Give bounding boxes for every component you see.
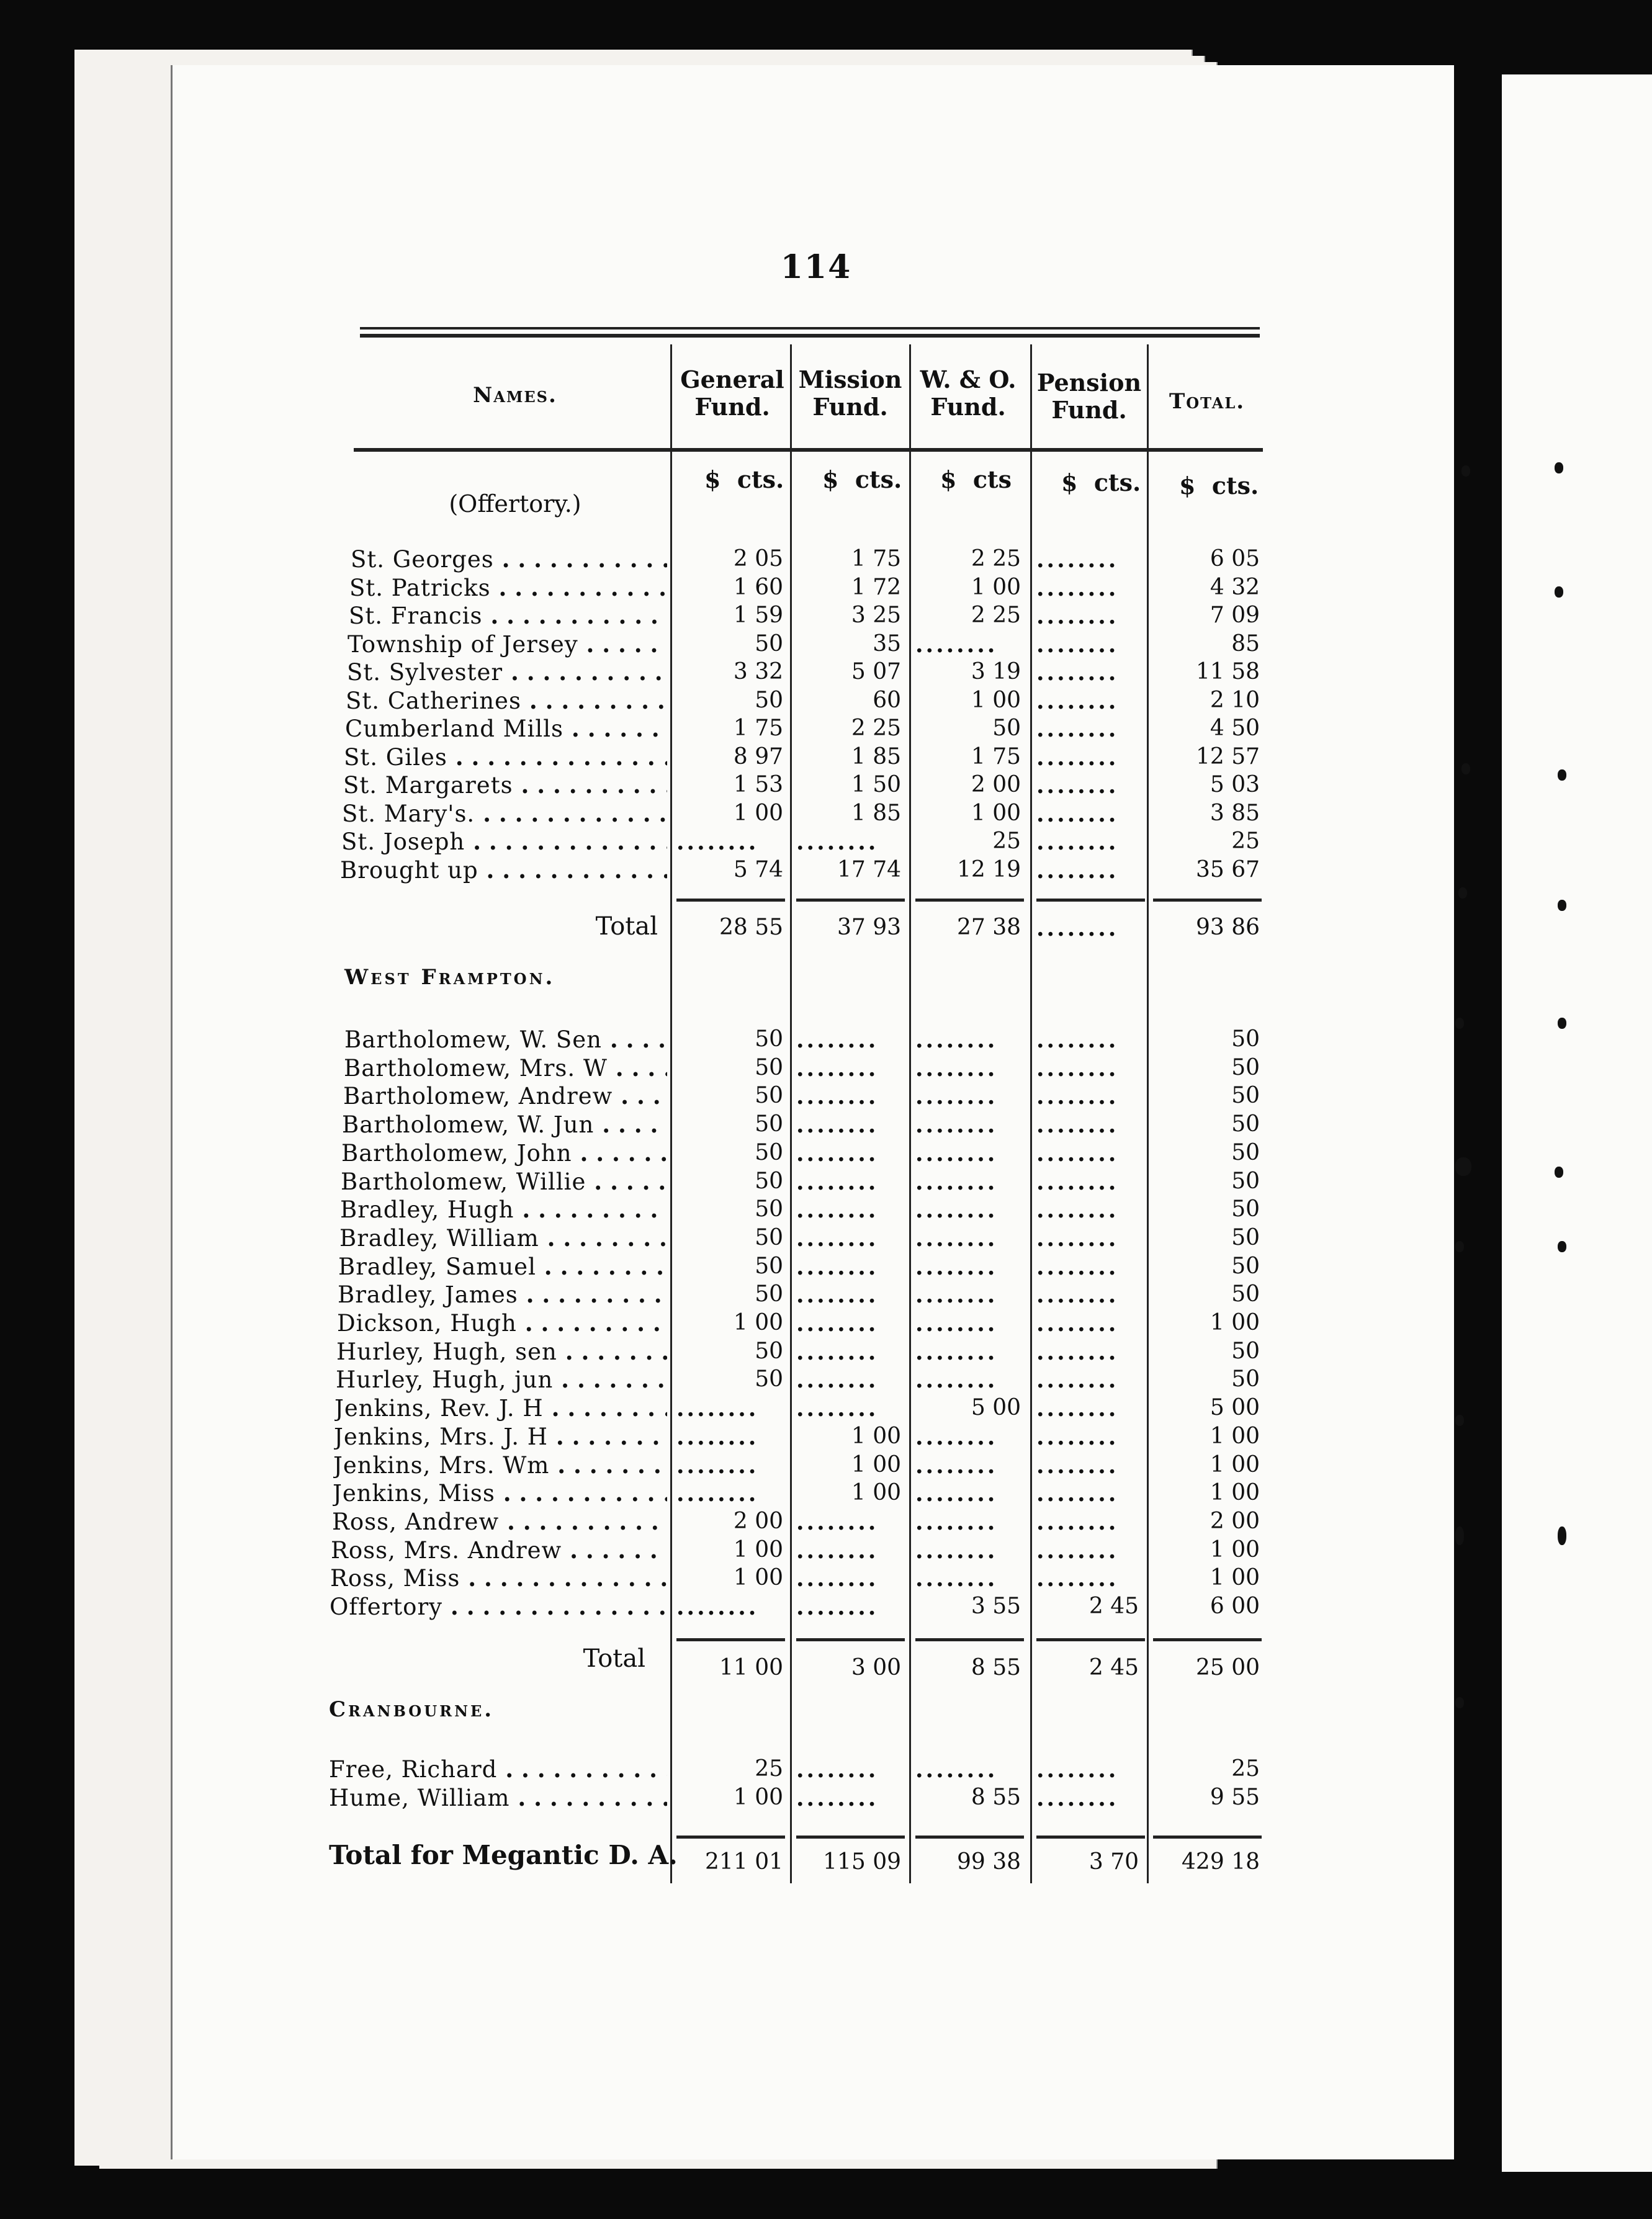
row-name: Jenkins, Rev. J. H . . . [334,1394,667,1423]
row-name: Ross, Miss . . . [330,1564,667,1593]
general-amount: 50 [755,1054,783,1080]
total-header: Total. [1169,389,1246,414]
row-name: St. Joseph . . . [341,827,667,856]
general-amount: 50 [755,1196,783,1222]
wo-amount: 50 [992,715,1021,741]
dot-leader: ........ [796,830,879,854]
wo-fund-header [909,366,1027,421]
dot-leader: ........ [676,1595,759,1620]
row-name: Hurley, Hugh, sen . . . [336,1337,667,1366]
margin-mark [1455,1697,1464,1708]
dot-leader: ........ [1036,1424,1119,1450]
total-amount: 2 10 [1210,687,1260,713]
general-amount: 3 32 [733,659,783,684]
total-amount: 50 [1231,1253,1260,1279]
total-amount: 1 00 [1210,1480,1260,1506]
mission-amount: 1 00 [851,1480,901,1506]
total-amount: 1 00 [1210,1310,1260,1335]
row-name: Bradley, Hugh . . . [340,1195,667,1224]
header-line: Pension [1036,369,1142,397]
total-amount: 50 [1231,1083,1260,1109]
margin-mark [1461,763,1470,774]
mission-fund-header [791,366,909,421]
general-amount: 2 05 [733,546,783,572]
dot-leader: ........ [796,1084,879,1110]
dot-leader: ........ [1036,575,1119,601]
sum-rule [1036,1638,1145,1641]
total-amount: 6 00 [1210,1594,1260,1619]
dot-leader: ........ [1036,1786,1119,1811]
row-name: St. Giles . . . [344,743,667,772]
dot-leader: ........ [915,1368,998,1393]
dot-leader: ........ [1036,1226,1119,1251]
row-name: Bradley, William . . . [339,1224,667,1253]
general-amount: 1 00 [733,1565,783,1591]
row-name: Bartholomew, W. Sen . . . [344,1025,667,1054]
wo-amount: 1 00 [971,574,1021,600]
wo-amount: 8 55 [971,1655,1021,1680]
dot-leader: ........ [1036,1084,1119,1110]
margin-mark [1455,1415,1464,1426]
dot-leader: ........ [1036,801,1119,827]
margin-mark [1555,1167,1563,1178]
row-name: Jenkins, Mrs. J. H . . . [334,1422,667,1451]
dot-leader: ........ [1036,1566,1119,1592]
general-amount: 8 97 [733,743,783,769]
total-amount: 50 [1231,1111,1260,1137]
wo-amount: 2 25 [971,546,1021,572]
dot-leader: ........ [1036,1113,1119,1138]
total-amount: 50 [1231,1026,1260,1052]
dot-leader: ........ [915,1566,998,1592]
general-amount: 50 [755,1338,783,1364]
margin-mark [1558,1241,1566,1252]
sum-rule [796,1638,905,1641]
dot-leader: ........ [915,1283,998,1308]
mission-amount: 115 09 [823,1849,901,1875]
total-amount: 11 58 [1195,659,1260,684]
column-divider [1030,344,1032,1883]
general-amount: 1 00 [733,1536,783,1562]
dot-leader: ........ [796,1311,879,1336]
dot-leader: ........ [1036,1453,1119,1478]
dot-leader: ........ [796,1056,879,1081]
row-name: Bradley, James . . . [338,1280,667,1309]
unit-label: $ cts. [704,465,784,493]
unit-label: $ cts. [1061,468,1141,496]
total-amount: 85 [1231,630,1260,657]
dot-leader: ........ [915,632,998,657]
general-amount: 2 00 [733,1508,783,1534]
dot-leader: ........ [1036,858,1119,883]
dot-leader: ........ [915,1509,998,1535]
header-rule [354,448,1263,452]
row-name: Dickson, Hugh . . . [337,1309,667,1338]
names-header: Names. [473,383,557,408]
general-amount: 1 53 [733,772,783,797]
total-amount: 5 00 [1210,1395,1260,1421]
dot-leader: ........ [796,1509,879,1535]
page-number: 114 [780,248,852,286]
total-amount: 35 67 [1195,856,1260,882]
wo-amount: 2 00 [971,772,1021,797]
total-amount: 2 00 [1210,1508,1260,1534]
wo-amount: 99 38 [956,1849,1021,1875]
margin-mark [1455,1157,1471,1176]
dot-leader: ........ [1036,1339,1119,1365]
total-amount: 5 03 [1210,772,1260,797]
mission-amount: 37 93 [837,915,901,940]
dot-leader: ........ [915,1424,998,1450]
dot-leader: ........ [1036,1028,1119,1052]
general-amount: 50 [755,1139,783,1165]
dot-leader: ........ [1036,717,1119,742]
wo-amount: 1 75 [971,743,1021,769]
dot-leader: ........ [1036,547,1119,572]
total-amount: 93 86 [1195,915,1260,940]
dot-leader: ........ [915,1453,998,1478]
general-amount: 50 [755,1026,783,1052]
general-amount: 1 60 [733,574,783,600]
row-name: Brought up . . . [340,856,667,885]
total-amount: 7 09 [1210,603,1260,628]
pension-fund-header [1030,369,1148,424]
dot-leader: ........ [1036,1509,1119,1535]
dot-leader: ........ [1036,773,1119,798]
total-amount: 4 32 [1210,574,1260,600]
total-amount: 12 57 [1195,743,1260,769]
total-amount: 50 [1231,1196,1260,1222]
general-amount: 1 00 [733,1310,783,1335]
total-amount: 429 18 [1182,1849,1260,1875]
dot-leader: ........ [796,1226,879,1251]
dot-leader: ........ [796,1786,879,1811]
dot-leader: ........ [915,1113,998,1138]
dot-leader: ........ [915,1538,998,1563]
general-amount: 50 [755,630,783,657]
dot-leader: ........ [915,1254,998,1280]
dot-leader: ........ [796,1538,879,1563]
general-amount: 50 [755,1366,783,1392]
dot-leader: ........ [915,1481,998,1507]
dot-leader: ........ [915,1339,998,1365]
row-name: Bartholomew, Andrew . . . [343,1082,667,1111]
dot-leader: ........ [915,1198,998,1223]
pension-amount: 2 45 [1089,1594,1139,1619]
header-line: Fund. [1051,396,1127,424]
general-amount: 28 55 [719,915,783,940]
section-heading: Cranbourne. [329,1697,495,1722]
sum-rule [676,1638,785,1641]
general-amount: 50 [755,1253,783,1279]
margin-mark [1458,887,1467,899]
dot-leader: ........ [915,1056,998,1081]
total-amount: 1 00 [1210,1423,1260,1449]
total-amount: 50 [1231,1224,1260,1250]
mission-amount: 1 72 [851,574,901,600]
pension-amount: 3 70 [1089,1849,1139,1875]
facing-page [1502,74,1652,2172]
row-name: St. Catherines . . . [346,686,667,715]
wo-amount: 1 00 [971,687,1021,713]
row-name: Free, Richard . . . [329,1755,667,1784]
general-amount: 1 75 [733,715,783,741]
general-amount: 1 00 [733,800,783,826]
dot-leader: ........ [676,1481,759,1507]
mission-amount: 35 [873,630,901,657]
dot-leader: ........ [915,1141,998,1166]
dot-leader: ........ [915,1757,998,1782]
row-name: Ross, Andrew . . . [332,1507,667,1536]
margin-mark [1555,462,1563,473]
general-amount: 5 74 [733,856,783,882]
dot-leader: ........ [796,1396,879,1422]
unit-label: $ cts. [1179,472,1259,500]
header-line: General [680,365,784,393]
total-amount: 50 [1231,1338,1260,1364]
row-name: Hurley, Hugh, jun . . . [336,1365,667,1394]
total-amount: 9 55 [1210,1785,1260,1810]
mission-amount: 1 00 [851,1451,901,1477]
dot-leader: ........ [1036,1254,1119,1280]
dot-leader: ........ [1036,745,1119,770]
general-amount: 50 [755,1111,783,1137]
section-heading: West Frampton. [344,965,555,990]
sum-rule [915,899,1024,902]
wo-amount: 12 19 [956,856,1021,882]
mission-amount: 1 85 [851,800,901,826]
wo-amount: 3 55 [971,1594,1021,1619]
total-label: Total [595,912,658,941]
mission-amount: 5 07 [851,659,901,684]
sum-rule [676,899,785,902]
wo-amount: 3 19 [971,659,1021,684]
mission-amount: 60 [873,687,901,713]
row-name: Ross, Mrs. Andrew . . . [331,1536,667,1565]
pension-amount: 2 45 [1089,1655,1139,1680]
row-name: Bartholomew, John . . . [341,1139,667,1168]
mission-amount: 3 00 [851,1655,901,1680]
row-name: Bradley, Samuel . . . [338,1252,667,1281]
total-amount: 6 05 [1210,546,1260,572]
sum-rule [1153,1638,1262,1641]
dot-leader: ........ [915,1311,998,1336]
row-name: Offertory . . . [330,1592,667,1621]
dot-leader: ........ [1036,916,1119,941]
dot-leader: ........ [915,1169,998,1195]
dot-leader: ........ [1036,660,1119,685]
total-amount: 25 [1231,1756,1260,1782]
offertory-heading: (Offertory.) [449,490,581,518]
general-amount: 50 [755,1224,783,1250]
mission-amount: 17 74 [837,856,901,882]
dot-leader: ........ [796,1595,879,1620]
dot-leader: ........ [1036,830,1119,854]
sum-rule [796,1836,905,1839]
dot-leader: ........ [1036,1311,1119,1336]
row-name: Township of Jersey . . . [348,630,667,659]
total-amount: 50 [1231,1281,1260,1307]
sum-rule [1036,1836,1145,1839]
row-name: St. Mary's. . . . [342,799,667,828]
sum-rule [1153,1836,1262,1839]
total-amount: 50 [1231,1366,1260,1392]
dot-leader: ........ [1036,1056,1119,1081]
header-line: Fund. [930,393,1006,421]
row-name: St. Francis . . . [349,601,667,630]
general-amount: 211 01 [705,1849,783,1875]
unit-label: $ cts. [822,465,902,493]
dot-leader: ........ [796,1254,879,1280]
header-line: W. & O. [920,365,1017,393]
dot-leader: ........ [1036,1283,1119,1308]
wo-amount: 8 55 [971,1785,1021,1810]
sum-rule [796,899,905,902]
sum-rule [915,1836,1024,1839]
sum-rule [915,1638,1024,1641]
total-amount: 25 00 [1195,1655,1260,1680]
row-name: Bartholomew, W. Jun . . . [342,1110,667,1139]
wo-amount: 27 38 [956,915,1021,940]
unit-label: $ cts [940,465,1012,493]
dot-leader: ........ [1036,1481,1119,1507]
sum-rule [1036,899,1145,902]
dot-leader: ........ [1036,1169,1119,1195]
row-name: Bartholomew, Mrs. W . . . [344,1054,667,1083]
row-name: Hume, William . . . [329,1783,667,1813]
row-name: Cumberland Mills . . . [345,714,667,743]
dot-leader: ........ [915,1084,998,1110]
margin-mark [1455,1018,1464,1029]
row-name: St. Margarets . . . [343,771,667,800]
dot-leader: ........ [796,1566,879,1592]
dot-leader: ........ [796,1113,879,1138]
total-amount: 50 [1231,1139,1260,1165]
total-amount: 1 00 [1210,1451,1260,1477]
sum-rule [1153,899,1262,902]
dot-leader: ........ [676,1396,759,1422]
dot-leader: ........ [1036,1198,1119,1223]
margin-mark [1555,586,1563,598]
total-amount: 25 [1231,828,1260,854]
general-amount: 50 [755,1281,783,1307]
mission-amount: 1 00 [851,1423,901,1449]
total-amount: 3 85 [1210,800,1260,826]
mission-amount: 3 25 [851,603,901,628]
dot-leader: ........ [1036,1141,1119,1166]
general-amount: 25 [755,1756,783,1782]
total-amount: 1 00 [1210,1536,1260,1562]
row-name: Bartholomew, Willie . . . [341,1167,667,1196]
total-amount: 4 50 [1210,715,1260,741]
mission-amount: 1 75 [851,546,901,572]
mission-amount: 1 85 [851,743,901,769]
dot-leader: ........ [796,1368,879,1393]
general-amount: 50 [755,1083,783,1109]
dot-leader: ........ [796,1169,879,1195]
top-rule [360,327,1260,329]
general-amount: 1 59 [733,603,783,628]
wo-amount: 5 00 [971,1395,1021,1421]
header-line: Fund. [694,393,770,421]
general-amount: 11 00 [719,1655,783,1680]
general-amount: 50 [755,687,783,713]
dot-leader: ........ [796,1141,879,1166]
dot-leader: ........ [1036,1396,1119,1422]
margin-mark [1455,1526,1464,1545]
dot-leader: ........ [796,1198,879,1223]
total-amount: 1 00 [1210,1565,1260,1591]
dot-leader: ........ [676,1453,759,1478]
total-amount: 50 [1231,1054,1260,1080]
mission-amount: 1 50 [851,772,901,797]
grand-total-label: Total for Megantic D. A. [329,1840,678,1870]
header-line: Fund. [812,393,888,421]
wo-amount: 1 00 [971,800,1021,826]
wo-amount: 2 25 [971,603,1021,628]
margin-mark [1558,1526,1566,1545]
dot-leader: ........ [1036,604,1119,629]
margin-mark [1558,1018,1566,1029]
margin-mark [1558,769,1566,781]
row-name: Jenkins, Miss . . . [333,1479,667,1508]
margin-mark [1455,1241,1464,1252]
mission-amount: 2 25 [851,715,901,741]
dot-leader: ........ [1036,1368,1119,1393]
dot-leader: ........ [915,1028,998,1052]
margin-mark [1558,900,1566,911]
dot-leader: ........ [796,1283,879,1308]
total-amount: 50 [1231,1168,1260,1194]
general-amount: 1 00 [733,1785,783,1810]
margin-mark [1461,465,1470,477]
dot-leader: ........ [1036,1538,1119,1563]
dot-leader: ........ [1036,1757,1119,1782]
sum-rule [676,1836,785,1839]
dot-leader: ........ [1036,632,1119,657]
row-name: St. Patricks . . . [349,573,667,603]
row-name: St. Georges . . . [351,545,667,574]
general-amount: 50 [755,1168,783,1194]
dot-leader: ........ [796,1757,879,1782]
dot-leader: ........ [676,830,759,854]
dot-leader: ........ [1036,688,1119,714]
row-name: Jenkins, Mrs. Wm . . . [333,1451,667,1480]
general-fund-header [673,366,791,421]
header-line: Mission [798,365,902,393]
wo-amount: 25 [992,828,1021,854]
top-rule [360,334,1260,338]
dot-leader: ........ [676,1424,759,1450]
row-name: St. Sylvester . . . [347,658,667,687]
total-label: Total [583,1644,645,1673]
dot-leader: ........ [915,1226,998,1251]
dot-leader: ........ [796,1028,879,1052]
dot-leader: ........ [796,1339,879,1365]
